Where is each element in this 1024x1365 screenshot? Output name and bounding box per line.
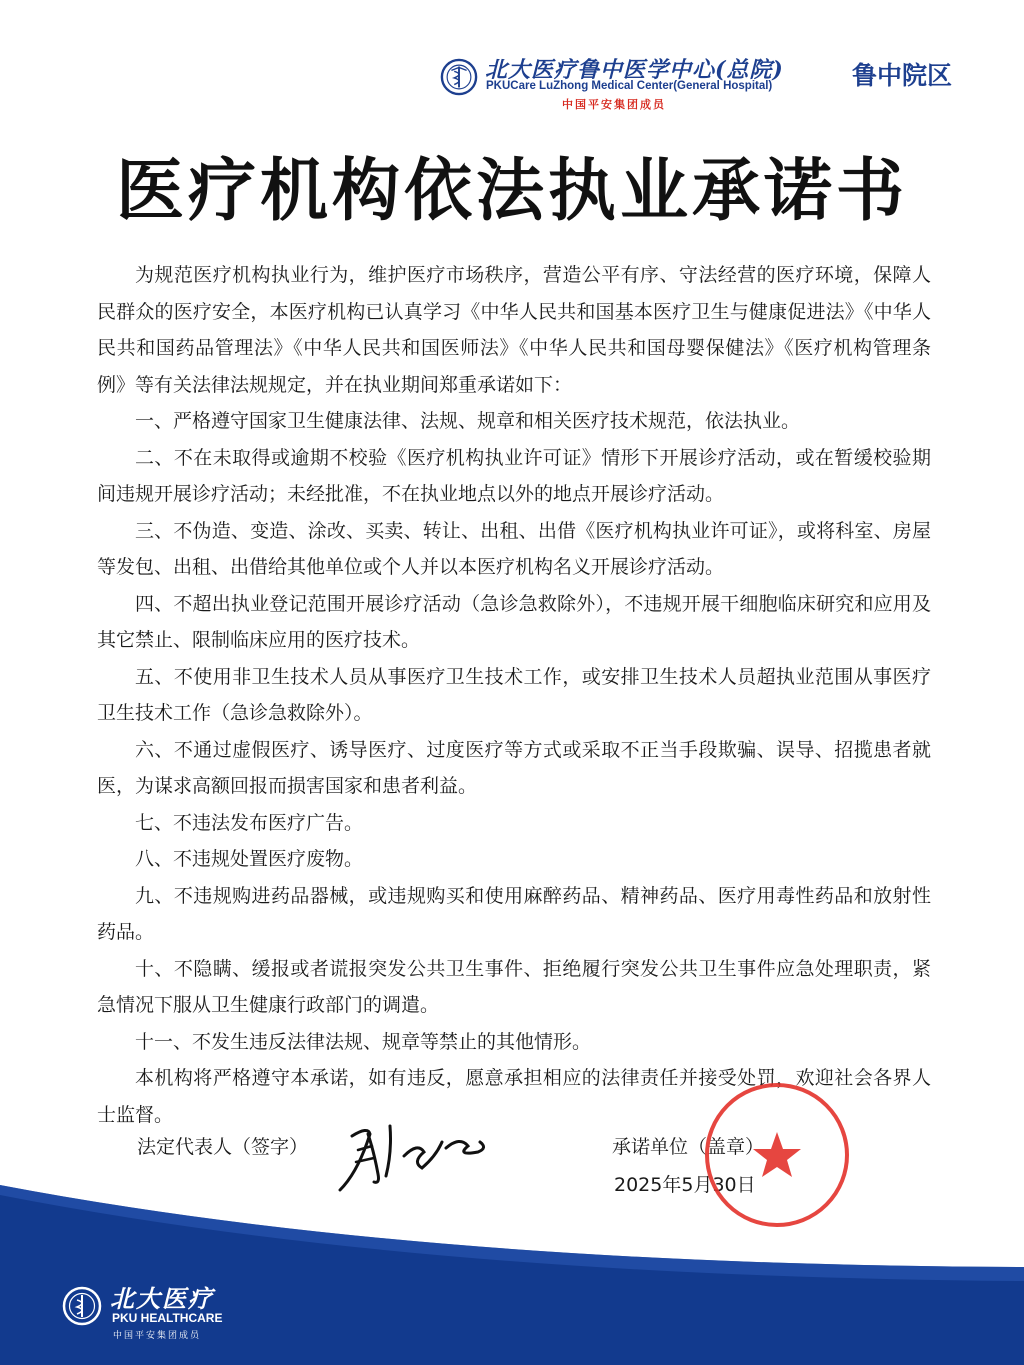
- footer-brand-name: 北大医疗: [110, 1284, 214, 1313]
- commitment-item-2: 二、不在未取得或逾期不校验《医疗机构执业许可证》情形下开展诊疗活动，或在暂缓校验期间违规开展诊疗活动；未经批准，不在执业地点以外的地点开展诊疗活动。: [97, 446, 931, 505]
- header-brand-name: 北大医疗鲁中医学中心(总院): [485, 57, 784, 83]
- commitment-item-1: 一、严格遵守国家卫生健康法律、法规、规章和相关医疗技术规范，依法执业。: [135, 410, 801, 432]
- footer-brand-english: PKU HEALTHCARE: [112, 1311, 223, 1325]
- footer-logo-icon: [62, 1286, 102, 1326]
- header-group-member: 中国平安集团成员: [562, 98, 666, 111]
- campus-label: 鲁中院区: [852, 61, 953, 90]
- commitment-item-11: 十一、不发生违反法律法规、规章等禁止的其他情形。: [135, 1030, 592, 1053]
- commitment-item-10: 十、不隐瞒、缓报或者谎报突发公共卫生事件、拒绝履行突发公共卫生事件应急处理职责，紧急情况下服从卫生健康行政部门的调遣。: [97, 957, 931, 1016]
- pledging-unit-label: 承诺单位（盖章）: [612, 1136, 765, 1158]
- official-seal-stamp: [702, 1080, 852, 1230]
- legal-representative-label: 法定代表人（签字）: [137, 1136, 309, 1158]
- commitment-item-4: 四、不超出执业登记范围开展诊疗活动（急诊急救除外），不违规开展干细胞临床研究和应用及其它禁止、限制临床应用的医疗技术。: [97, 592, 931, 651]
- pledge-date: 2025年5月30日: [614, 1174, 756, 1196]
- header-brand-english: PKUCare LuZhong Medical Center(General Hospital): [486, 80, 773, 92]
- hospital-logo-icon: [440, 58, 478, 96]
- commitment-item-9: 九、不违规购进药品器械，或违规购买和使用麻醉药品、精神药品、医疗用毒性药品和放射性药品。: [97, 884, 931, 943]
- handwritten-signature: [328, 1112, 498, 1202]
- commitment-item-5: 五、不使用非卫生技术人员从事医疗卫生技术工作，或安排卫生技术人员超执业范围从事医疗卫生技术工作（急诊急救除外）。: [97, 665, 931, 724]
- commitment-item-7: 七、不违法发布医疗广告。: [135, 811, 364, 834]
- document-body: [97, 257, 931, 1133]
- closing-paragraph: 本机构将严格遵守本承诺，如有违反，愿意承担相应的法律责任并接受处罚，欢迎社会各界人士监督。: [97, 1067, 931, 1126]
- footer-group-member: 中国平安集团成员: [113, 1331, 202, 1341]
- commitment-item-3: 三、不伪造、变造、涂改、买卖、转让、出租、出借《医疗机构执业许可证》，或将科室、房屋等发包、出租、出借给其他单位或个人并以本医疗机构名义开展诊疗活动。: [97, 519, 931, 578]
- commitment-item-8: 八、不违规处置医疗废物。: [135, 848, 364, 870]
- document-title: 医疗机构依法执业承诺书: [115, 152, 908, 231]
- commitment-item-6: 六、不通过虚假医疗、诱导医疗、过度医疗等方式或采取不正当手段欺骗、误导、招揽患者就医，为谋求高额回报而损害国家和患者利益。: [97, 738, 931, 797]
- intro-paragraph: 为规范医疗机构执业行为，维护医疗市场秩序，营造公平有序、守法经营的医疗环境，保障人民群众的医疗安全，本医疗机构已认真学习《中华人民共和国基本医疗卫生与健康促进法》《中华人民共和国药品管理法》《中华人民共和国医师法》《中华人民共和国母婴保健法》《医疗机构管理条例》等有关法律法规规定，并在执业期间郑重承诺如下：: [97, 264, 931, 396]
